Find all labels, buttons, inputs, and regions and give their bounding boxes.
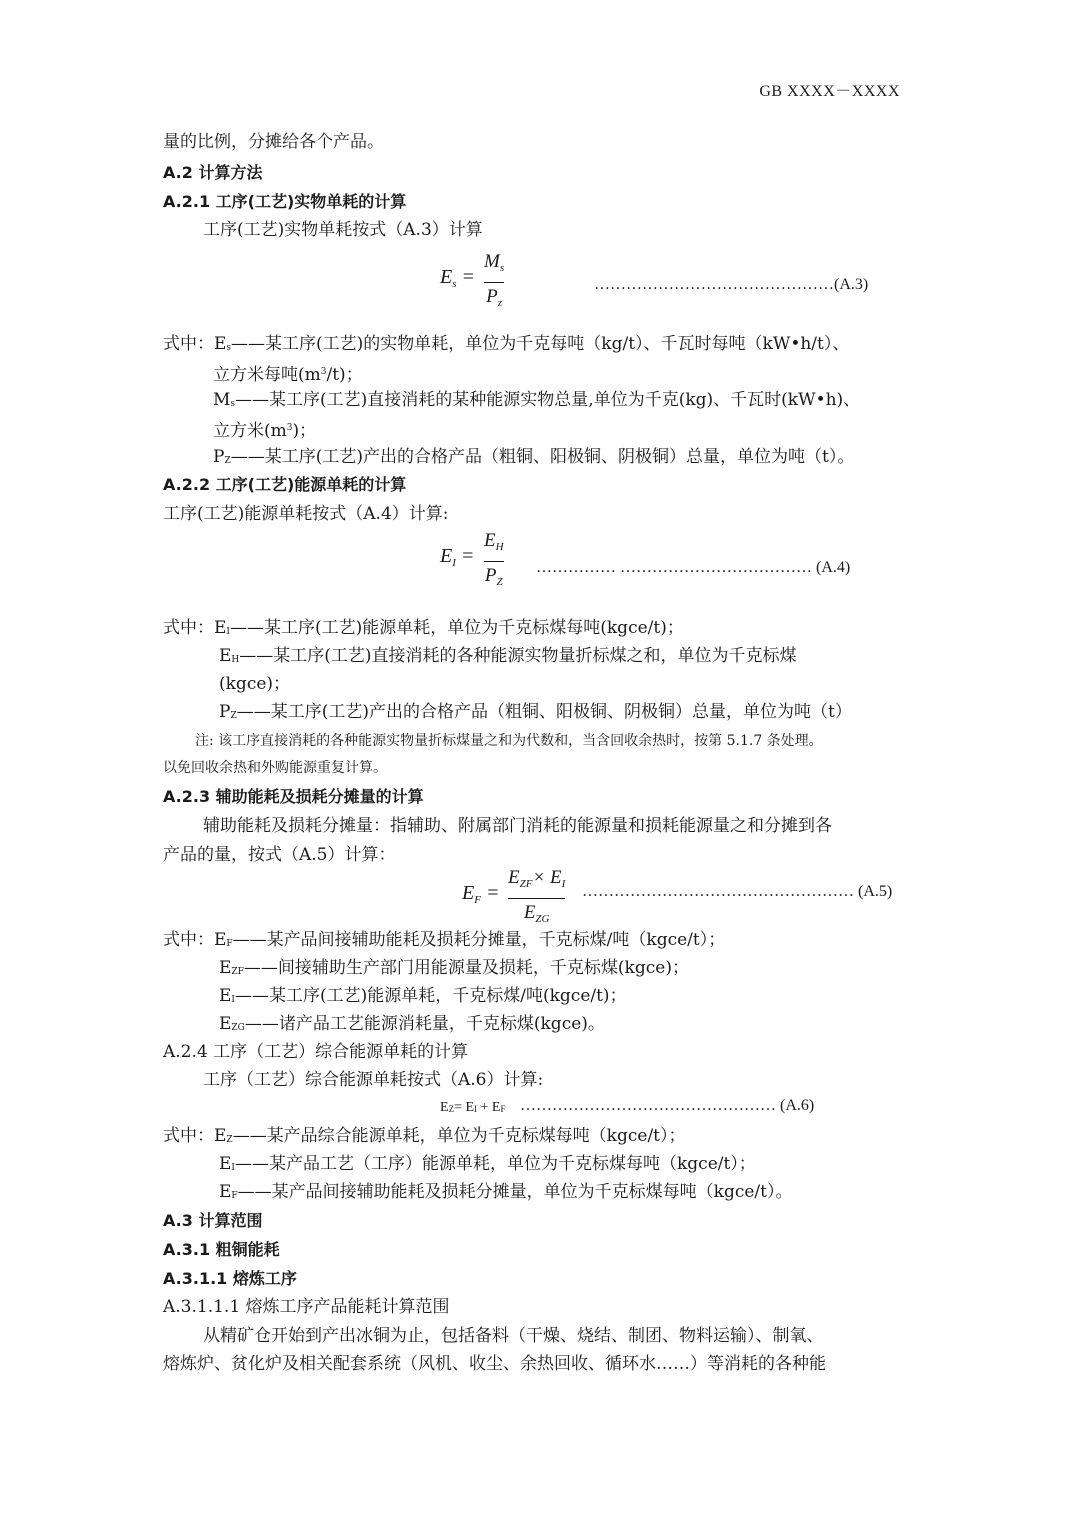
a5-where-3: $E_I——$某工序(工艺)能源单耗，千克标煤/吨(kgce/t)；: [219, 986, 627, 1006]
eq-a5-lhs: $E_F$ =: [462, 882, 500, 906]
a24-intro: 工序（工艺）综合能源单耗按式（A.6）计算:: [203, 1070, 544, 1090]
a3-where-3: $P_Z——$某工序(工艺)产出的合格产品（粗铜、阳极铜、阴极铜）总量，单位为吨（t）。: [213, 447, 855, 467]
a3-where-1: 式中：$E_s——$某工序(工艺)的实物单耗，单位为千克每吨（kg/t）、千瓦时每吨（kW•h/t）、: [163, 334, 850, 354]
a23-paragraph-2: 产品的量，按式（A.5）计算：: [163, 845, 396, 865]
a3-where-1b: 立方米每吨$(m^3/t)$；: [213, 365, 363, 385]
a3-where-2: $M_s——$某工序(工艺)直接消耗的某种能源实物总量,单位为千克(kg)、千瓦时(kW•h)、: [213, 390, 861, 410]
a6-where-2: $E_I——$某产品工艺（工序）能源单耗，单位为千克标煤每吨（kgce/t）；: [219, 1154, 756, 1174]
a4-where-2b: (kgce)；: [219, 674, 291, 694]
eq-a6-label: ………………………………………… (A.6): [520, 1097, 815, 1114]
a5-where-2: $E_{ZF}——$间接辅助生产部门用能源量及损耗，千克标煤(kgce)；: [219, 958, 689, 978]
note-line-2: 以免回收余热和外购能源重复计算。: [163, 760, 387, 776]
eq-a3-label: ………………………………………(A.3): [594, 276, 869, 293]
a5-where-1: 式中：$E_F——$某产品间接辅助能耗及损耗分摊量，千克标煤/吨（kgce/t）；: [163, 930, 726, 950]
note-line-1: 注: 该工序直接消耗的各种能源实物量折标煤量之和为代数和，当含回收余热时，按第 5.1.7 条处理。: [195, 733, 823, 749]
a6-where-3: $E_F——$某产品间接辅助能耗及损耗分摊量，单位为千克标煤每吨（kgce/t）。: [219, 1182, 793, 1202]
section-heading-a31: A.3.1 粗铜能耗: [163, 1240, 280, 1259]
section-heading-a24: A.2.4 工序（工艺）综合能源单耗的计算: [163, 1042, 469, 1062]
section-heading-a22: A.2.2 工序(工艺)能源单耗的计算: [163, 475, 407, 494]
eq-a6: $E_Z= E_I + E_F$: [440, 1100, 506, 1115]
a6-where-1: 式中：$E_Z——$某产品综合能源单耗，单位为千克标煤每吨（kgce/t）；: [163, 1126, 686, 1146]
a4-where-1: 式中：$E_I——$某工序(工艺)能源单耗，单位为千克标煤每吨(kgce/t)；: [163, 618, 684, 638]
paragraph-last-1: 从精矿仓开始到产出冰铜为止，包括备料（干燥、烧结、制团、物料运输）、制氧、: [203, 1326, 824, 1346]
eq-a3-fraction: $M_s$ $P_z$: [484, 251, 505, 309]
eq-a5-fraction: $E_{ZF}\times E_I$ $E_{ZG}$: [508, 867, 566, 925]
eq-a4-lhs: $E_I$ =: [440, 545, 475, 569]
eq-a4-label: …………… ……………………………… (A.4): [536, 559, 851, 576]
section-heading-a21: A.2.1 工序(工艺)实物单耗的计算: [163, 192, 407, 211]
a23-paragraph-1: 辅助能耗及损耗分摊量：指辅助、附属部门消耗的能源量和损耗能源量之和分摊到各: [203, 816, 832, 836]
eq-a3-lhs: $E_s$ =: [440, 266, 475, 290]
a21-intro: 工序(工艺)实物单耗按式（A.3）计算: [203, 220, 483, 240]
section-heading-a2: A.2 计算方法: [163, 163, 263, 182]
section-heading-a3: A.3 计算范围: [163, 1211, 263, 1230]
a3-where-2b: 立方米$(m^3)$；: [213, 421, 317, 441]
section-heading-a23: A.2.3 辅助能耗及损耗分摊量的计算: [163, 787, 424, 806]
a22-intro: 工序(工艺)能源单耗按式（A.4）计算:: [163, 504, 449, 524]
section-heading-a3111: A.3.1.1.1 熔炼工序产品能耗计算范围: [163, 1297, 450, 1317]
a4-where-3: $P_Z——$某工序(工艺)产出的合格产品（粗铜、阳极铜、阴极铜）总量，单位为吨（t）: [219, 702, 852, 722]
a4-where-2: $E_H——$某工序(工艺)直接消耗的各种能源实物量折标煤之和，单位为千克标煤: [219, 646, 797, 666]
section-heading-a311: A.3.1.1 熔炼工序: [163, 1269, 297, 1288]
paragraph-last-2: 熔炼炉、贫化炉及相关配套系统（风机、收尘、余热回收、循环水……）等消耗的各种能: [163, 1354, 826, 1374]
eq-a4-fraction: $E_H$ $P_Z$: [484, 530, 504, 588]
eq-a5-label: …………………………………………… (A.5): [582, 883, 893, 900]
document-code: GB XXXX－XXXX: [759, 83, 900, 100]
a5-where-4: $E_{ZG}——$诸产品工艺能源消耗量，千克标煤(kgce)。: [219, 1014, 605, 1034]
paragraph-continuation: 量的比例，分摊给各个产品。: [163, 132, 384, 152]
